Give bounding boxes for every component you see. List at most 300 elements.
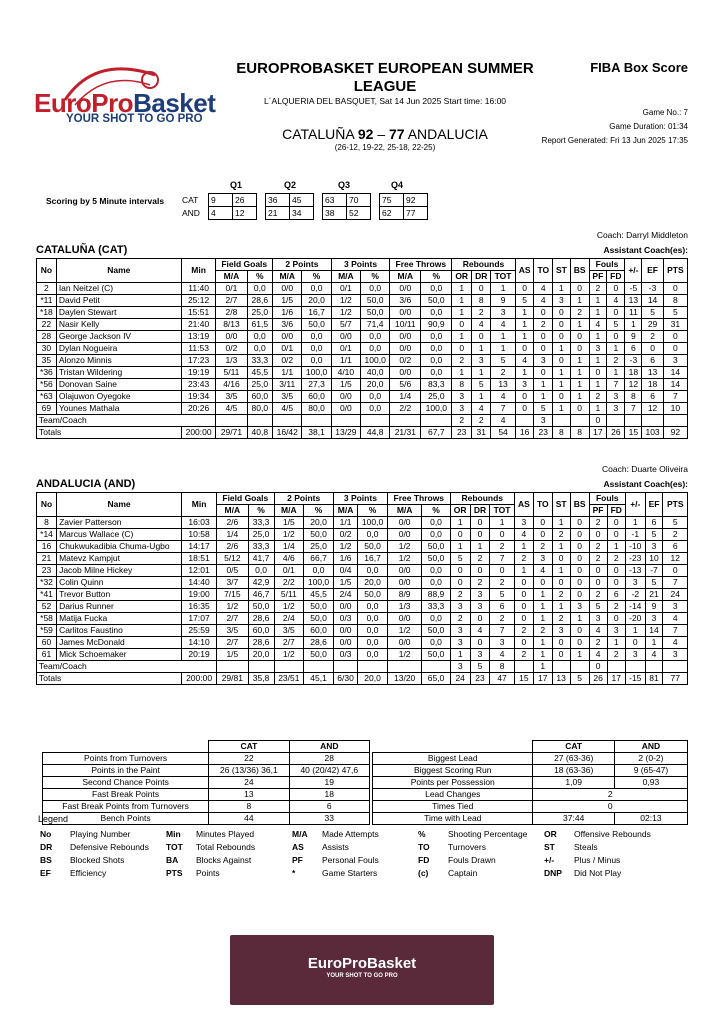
team-stat-value: 28 [289, 753, 369, 765]
stat-cell: 1/2 [331, 295, 360, 307]
player-row [37, 553, 688, 565]
stat-cell: 2 [589, 589, 607, 601]
stat-cell: 1/1 [273, 367, 302, 379]
home-score: 92 [357, 126, 374, 142]
interval-cell: 38 [323, 207, 347, 220]
stat-cell: 0 [570, 343, 589, 355]
stat-cell: 25,0 [248, 529, 274, 541]
col-reb: Rebounds [452, 259, 515, 271]
player-row [37, 625, 688, 637]
final-score [230, 126, 540, 142]
stat-cell: 0 [663, 283, 687, 295]
stat-cell: 83,3 [421, 379, 452, 391]
stat-cell: 1 [552, 601, 570, 613]
stat-cell: 0 [515, 283, 534, 295]
legend-desc: Shooting Percentage [448, 829, 528, 839]
stat-cell: 0 [533, 517, 552, 529]
team-stat-value: 0 [533, 801, 688, 813]
stat-cell: 2 [37, 283, 57, 295]
totals-cell: 20,0 [358, 673, 388, 685]
team-stat-value: 8 [209, 801, 289, 813]
stat-cell: 50,0 [361, 307, 390, 319]
stat-cell [663, 661, 688, 673]
stat-cell: 0 [570, 541, 589, 553]
stat-cell: 0,0 [361, 391, 390, 403]
interval-cell: 45 [290, 194, 314, 207]
team-stat-label: Biggest Scoring Run [373, 765, 533, 777]
stat-cell: 1/3 [387, 601, 421, 613]
stat-cell: 100,0 [358, 517, 388, 529]
interval-gap [257, 207, 266, 220]
stat-cell: 7 [663, 625, 688, 637]
stat-cell: 3/6 [390, 295, 421, 307]
stat-cell: 4 [472, 319, 491, 331]
stat-cell: 3 [663, 355, 687, 367]
stat-cell: 0/0 [390, 307, 421, 319]
stat-cell: 5/7 [331, 319, 360, 331]
stat-cell: 90,9 [421, 319, 452, 331]
stat-cell: 5 [645, 529, 663, 541]
stat-cell: 1 [589, 307, 607, 319]
player-name: Alonzo Minnis [56, 355, 181, 367]
stat-cell: 2 [589, 541, 607, 553]
stat-cell: 3 [589, 343, 607, 355]
stat-cell: 50,0 [304, 529, 334, 541]
stat-cell: 0 [589, 577, 607, 589]
stat-cell: -14 [626, 601, 646, 613]
stat-cell: 1 [570, 379, 589, 391]
player-name: Colin Quinn [57, 577, 182, 589]
stat-cell: 0 [589, 367, 607, 379]
stat-cell: 18:51 [182, 553, 217, 565]
stat-cell: 1 [552, 517, 570, 529]
team-stats-header [43, 741, 370, 753]
interval-cell: 52 [347, 207, 371, 220]
stat-cell: 0,0 [422, 517, 450, 529]
stat-cell: 9 [491, 295, 515, 307]
stat-cell: 28,6 [304, 637, 334, 649]
stat-cell: 2 [570, 307, 589, 319]
stat-cell: 0/0 [390, 283, 421, 295]
stat-cell: 4 [491, 391, 515, 403]
totals-cell: 200:00 [181, 427, 216, 439]
col-3p: 3 Points [333, 493, 387, 505]
stat-cell: 1/5 [333, 577, 357, 589]
interval-gap [257, 194, 266, 207]
intervals-row-and [180, 207, 428, 220]
teamcoach-row [37, 661, 688, 673]
stat-cell: 0 [607, 577, 625, 589]
stat-cell: 1 [533, 637, 552, 649]
stat-cell: 16:35 [182, 601, 217, 613]
subheader-cell: % [358, 505, 388, 517]
team-stat-label: Times Tied [373, 801, 533, 813]
totals-cell: 29/81 [217, 673, 249, 685]
col-fg: Field Goals [217, 493, 274, 505]
stat-cell: 20,0 [248, 649, 274, 661]
stat-cell [645, 661, 663, 673]
col-ef: EF [642, 259, 663, 283]
teamcoach-label: Team/Coach [37, 415, 216, 427]
stat-cell: 0/0 [387, 613, 421, 625]
stat-cell: 1/5 [274, 517, 304, 529]
player-row [37, 307, 688, 319]
stat-cell: 0/0 [387, 577, 421, 589]
stat-cell: 0 [552, 577, 570, 589]
header-row [37, 259, 688, 271]
stat-cell: 0 [607, 517, 625, 529]
interval-cell: 77 [404, 207, 428, 220]
player-name: Younes Mathala [56, 403, 181, 415]
stat-cell: 14 [663, 367, 687, 379]
stat-cell: 0/0 [390, 343, 421, 355]
stat-cell: 4/5 [216, 403, 247, 415]
stat-cell: 5 [490, 589, 515, 601]
stat-cell: 21 [645, 589, 663, 601]
subheader-cell: FD [607, 271, 625, 283]
stat-cell [248, 661, 274, 673]
stat-cell: 25,0 [247, 307, 273, 319]
stat-cell: 0,0 [358, 613, 388, 625]
stat-cell: 3 [663, 649, 688, 661]
stat-cell: 1 [452, 283, 472, 295]
stat-cell: 0 [514, 577, 533, 589]
player-row [37, 331, 688, 343]
legend-desc: Defensive Rebounds [70, 842, 149, 852]
team-stat-row [43, 765, 370, 777]
subheader-cell: PF [589, 505, 607, 517]
stat-cell: 1/2 [274, 529, 304, 541]
and-header: AND [614, 741, 687, 753]
stat-cell: 3 [533, 553, 552, 565]
stat-cell: 1/1 [331, 355, 360, 367]
stat-cell: 3 [552, 625, 570, 637]
stat-cell: 0/0 [333, 601, 357, 613]
stat-cell: 1 [452, 295, 472, 307]
team-stat-value: 22 [209, 753, 289, 765]
stat-cell: 0 [589, 565, 607, 577]
stat-cell: 12 [625, 379, 642, 391]
stat-cell: 2 [589, 553, 607, 565]
stat-cell: 1 [552, 541, 570, 553]
team-stat-label: Biggest Lead [373, 753, 533, 765]
team-stat-value: 27 (63-36) [533, 753, 614, 765]
stat-cell: 0 [570, 403, 589, 415]
legend-desc: Personal Fouls [322, 855, 379, 865]
legend-desc: Steals [574, 842, 598, 852]
intervals-label: Scoring by 5 Minute intervals [46, 196, 165, 206]
stat-cell: 0 [514, 637, 533, 649]
interval-gap [371, 207, 380, 220]
stat-cell: 2 [450, 589, 470, 601]
player-row [37, 613, 688, 625]
stat-cell: 3 [450, 625, 470, 637]
stat-cell: 4 [589, 319, 607, 331]
stat-cell: -5 [625, 283, 642, 295]
stat-cell: 9 [625, 331, 642, 343]
stat-cell: 45,5 [304, 589, 334, 601]
col-to: TO [533, 493, 552, 517]
stat-cell: 4 [663, 637, 688, 649]
stat-cell: 8/13 [216, 319, 247, 331]
stat-cell: 1 [570, 613, 589, 625]
stat-cell: 0,0 [421, 283, 452, 295]
player-row [37, 355, 688, 367]
legend-title: Legend [38, 814, 69, 824]
stat-cell: 21:40 [181, 319, 216, 331]
team-stat-value: 6 [289, 801, 369, 813]
stat-cell: 8 [663, 295, 687, 307]
stat-cell: -13 [626, 565, 646, 577]
totals-cell: 92 [663, 427, 687, 439]
stat-cell: 0 [533, 529, 552, 541]
stat-cell: 3 [491, 307, 515, 319]
stat-cell: 12 [663, 553, 688, 565]
stat-cell: 100,0 [304, 577, 334, 589]
subheader-cell: % [247, 271, 273, 283]
stat-cell: 19:19 [181, 367, 216, 379]
stat-cell: 1/6 [273, 307, 302, 319]
stat-cell: 5 [534, 403, 553, 415]
stat-cell: 1 [553, 343, 571, 355]
stat-cell: 16,7 [302, 307, 331, 319]
stat-cell: -23 [626, 553, 646, 565]
totals-cell: 54 [491, 427, 515, 439]
stat-cell: 0/0 [387, 637, 421, 649]
stat-cell: 6 [607, 589, 625, 601]
stat-cell: 1 [570, 367, 589, 379]
stat-cell: 2/6 [217, 541, 249, 553]
stat-cell: 0 [490, 565, 515, 577]
stat-cell: 22 [37, 319, 57, 331]
stat-cell: 1 [515, 367, 534, 379]
stat-cell: 0,0 [302, 283, 331, 295]
player-name: Matevz Kampjut [57, 553, 182, 565]
stat-cell: 16:03 [182, 517, 217, 529]
stat-cell: 50,0 [304, 649, 334, 661]
stat-cell: 0 [589, 529, 607, 541]
interval-team: AND [182, 208, 200, 218]
totals-cell: 17 [533, 673, 552, 685]
stat-cell: 14 [642, 295, 663, 307]
stat-cell: 40,0 [361, 367, 390, 379]
stat-cell: 1 [589, 379, 607, 391]
stat-cell: 0,0 [421, 367, 452, 379]
stat-cell [247, 415, 273, 427]
stat-cell: 5 [472, 379, 491, 391]
stat-cell: 0/0 [387, 565, 421, 577]
stat-cell: 1/5 [331, 379, 360, 391]
stat-cell: 2 [490, 577, 515, 589]
stat-cell: *63 [37, 391, 57, 403]
stat-cell: 1 [553, 283, 571, 295]
stat-cell [552, 661, 570, 673]
stat-cell: 8 [452, 379, 472, 391]
stat-cell: 61,5 [247, 319, 273, 331]
stat-cell: 1 [553, 367, 571, 379]
stat-cell: -10 [626, 541, 646, 553]
stat-cell: 2 [589, 391, 607, 403]
team2-name: ANDALUCIA (AND) [36, 478, 136, 490]
stat-cell: 4 [534, 283, 553, 295]
col-name: Name [56, 259, 181, 283]
stat-cell: 3/6 [273, 319, 302, 331]
stat-cell: 1/2 [274, 601, 304, 613]
q3-label: Q3 [338, 180, 351, 190]
stat-cell: 0 [607, 283, 625, 295]
subheader-cell: % [304, 505, 334, 517]
stat-cell: 5 [642, 307, 663, 319]
legend-key: FD [418, 855, 430, 865]
stat-cell: 1/2 [217, 601, 249, 613]
stat-cell: 3 [452, 403, 472, 415]
stat-cell [302, 415, 331, 427]
subheader-cell: % [361, 271, 390, 283]
interval-cell: 21 [266, 207, 290, 220]
stat-cell: 1 [553, 379, 571, 391]
totals-cell: 13/20 [387, 673, 421, 685]
totals-cell: 15 [625, 427, 642, 439]
stat-cell: 0/2 [216, 343, 247, 355]
stat-cell: 2 [607, 553, 625, 565]
stat-cell: 5 [663, 307, 687, 319]
stat-cell: 3 [490, 637, 515, 649]
stat-cell: 1 [625, 319, 642, 331]
legend-row [40, 855, 680, 866]
stat-cell: 0,0 [421, 331, 452, 343]
stat-cell: 20,0 [358, 577, 388, 589]
stat-cell: 0/0 [387, 529, 421, 541]
col-min: Min [182, 493, 217, 517]
player-row [37, 601, 688, 613]
stat-cell: 66,7 [304, 553, 334, 565]
stat-cell: 2 [490, 613, 515, 625]
subheader-cell: DR [472, 271, 491, 283]
stat-cell: 3 [514, 517, 533, 529]
team-stat-row [43, 813, 370, 825]
stat-cell: 3/5 [274, 625, 304, 637]
home-team: CATALUÑA [282, 126, 354, 142]
stat-cell: 0 [470, 637, 490, 649]
totals-row [37, 427, 688, 439]
legend-key: * [292, 868, 296, 878]
team-stat-value: 37:44 [533, 813, 614, 825]
legend-desc: Game Starters [322, 868, 378, 878]
stat-cell: 1 [490, 517, 515, 529]
score-dash: – [377, 126, 386, 142]
stat-cell: 3 [553, 295, 571, 307]
stat-cell: 2 [472, 307, 491, 319]
player-row [37, 403, 688, 415]
col-min: Min [181, 259, 216, 283]
stat-cell: 0,0 [248, 565, 274, 577]
stat-cell [333, 661, 357, 673]
stat-cell: 46,7 [248, 589, 274, 601]
col-2p: 2 Points [274, 493, 333, 505]
legend-row [40, 868, 680, 879]
stat-cell: 0 [607, 529, 625, 541]
stat-cell: 0 [663, 331, 687, 343]
stat-cell: 6 [645, 517, 663, 529]
interval-cell: 63 [323, 194, 347, 207]
legend-desc: Assists [322, 842, 349, 852]
stat-cell: 0,0 [361, 403, 390, 415]
stat-cell: 7 [625, 403, 642, 415]
subheader-cell: M/A [331, 271, 360, 283]
team-stat-label: Lead Changes [373, 789, 533, 801]
stat-cell: 19:00 [182, 589, 217, 601]
player-row [37, 577, 688, 589]
legend-desc: Did Not Play [574, 868, 622, 878]
player-name: James McDonald [57, 637, 182, 649]
stat-cell: -2 [626, 589, 646, 601]
totals-cell: 23/51 [274, 673, 304, 685]
stat-cell: 2/4 [274, 613, 304, 625]
totals-cell: 31 [472, 427, 491, 439]
stat-cell: 5 [645, 577, 663, 589]
stat-cell: 3 [534, 415, 553, 427]
stat-cell: 0/2 [333, 529, 357, 541]
stat-cell: 1 [472, 391, 491, 403]
stat-cell: 5/11 [216, 367, 247, 379]
stat-cell: *59 [37, 625, 57, 637]
stat-cell: 2 [552, 529, 570, 541]
stat-cell: 0,0 [422, 529, 450, 541]
stat-cell: 12 [642, 403, 663, 415]
stat-cell: 0 [515, 343, 534, 355]
interval-gap [371, 194, 380, 207]
stat-cell: 18 [625, 367, 642, 379]
totals-cell: 45,1 [304, 673, 334, 685]
totals-cell: 200:00 [182, 673, 217, 685]
stat-cell: 0 [472, 283, 491, 295]
team2-assistant: Assistant Coach(es): [603, 479, 688, 489]
stat-cell: 0,0 [421, 355, 452, 367]
stat-cell: 2 [589, 637, 607, 649]
totals-cell: 103 [642, 427, 663, 439]
stat-cell: 7 [663, 577, 688, 589]
stat-cell: 0 [515, 403, 534, 415]
team2-coach: Coach: Duarte Oliveira [602, 464, 688, 474]
stat-cell: 3 [589, 613, 607, 625]
stat-cell: 7 [607, 379, 625, 391]
stat-cell: 2/7 [274, 637, 304, 649]
stat-cell: 2/4 [333, 589, 357, 601]
stat-cell: 1 [514, 541, 533, 553]
stat-cell: 14:40 [182, 577, 217, 589]
team-stat-value: 40 (20/42) 47,6 [289, 765, 369, 777]
stat-cell: 2/2 [390, 403, 421, 415]
totals-cell: 13 [552, 673, 570, 685]
col-pts: PTS [663, 259, 687, 283]
intervals-row-cat [180, 194, 428, 207]
stat-cell: 3 [515, 379, 534, 391]
subheader-cell: M/A [387, 505, 421, 517]
stat-cell: 50,0 [304, 601, 334, 613]
stat-cell: 1 [533, 601, 552, 613]
stat-cell: 0 [589, 661, 607, 673]
stat-cell: 0,0 [247, 331, 273, 343]
stat-cell: 1 [570, 295, 589, 307]
legend-desc: Turnovers [448, 842, 486, 852]
col-no: No [37, 259, 57, 283]
stat-cell: 16,7 [358, 553, 388, 565]
stat-cell: 69 [37, 403, 57, 415]
stat-cell: 7 [491, 403, 515, 415]
period-scores: (26-12, 19-22, 25-18, 22-25) [334, 143, 436, 152]
away-score: 77 [389, 126, 405, 142]
stat-cell: 1 [472, 367, 491, 379]
